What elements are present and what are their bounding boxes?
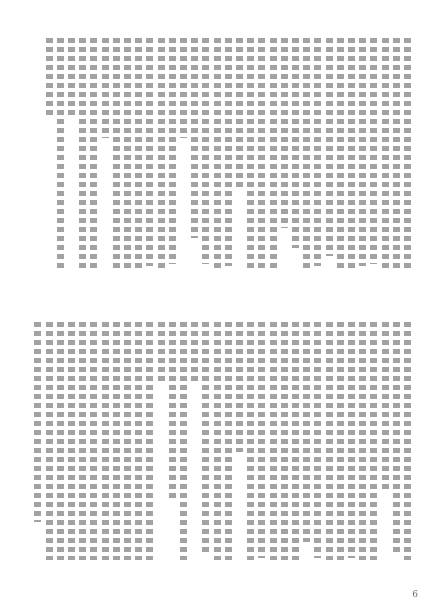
text-line <box>326 322 333 560</box>
text-line <box>68 38 75 118</box>
text-line <box>90 322 97 560</box>
page-number: 6 <box>412 590 418 600</box>
text-line <box>348 38 355 270</box>
text-line <box>225 322 232 560</box>
text-line <box>281 322 288 560</box>
text-line <box>393 38 400 270</box>
text-line <box>314 322 321 558</box>
text-line <box>382 38 389 270</box>
text-line <box>404 38 411 268</box>
text-line <box>113 322 120 560</box>
text-line <box>146 38 153 266</box>
text-line <box>236 322 243 452</box>
text-line <box>57 322 64 560</box>
text-line <box>314 38 321 266</box>
text-line <box>46 322 53 560</box>
text-line <box>169 38 176 264</box>
text-line <box>180 322 187 560</box>
text-line <box>247 38 254 270</box>
text-line <box>102 322 109 560</box>
text-line <box>46 38 53 118</box>
text-line <box>34 322 41 522</box>
text-line <box>146 322 153 560</box>
text-line <box>348 322 355 558</box>
text-line <box>359 322 366 560</box>
text-line <box>68 322 75 560</box>
text-line <box>202 322 209 554</box>
text-line <box>382 322 389 492</box>
text-line <box>292 322 299 560</box>
text-line <box>135 38 142 270</box>
text-line <box>404 322 411 560</box>
text-line <box>393 322 400 552</box>
text-line <box>270 38 277 270</box>
text-line <box>124 38 131 270</box>
text-line <box>202 38 209 264</box>
text-line <box>79 38 86 270</box>
text-line <box>214 38 221 268</box>
text-line <box>370 38 377 264</box>
text-line <box>258 322 265 558</box>
text-line <box>370 322 377 560</box>
text-line <box>57 38 64 270</box>
text-line <box>158 38 165 270</box>
text-line <box>135 322 142 560</box>
text-line <box>191 322 198 382</box>
text-line <box>236 38 243 188</box>
text-line <box>337 38 344 270</box>
text-line <box>180 38 187 138</box>
text-line <box>191 38 198 238</box>
text-line <box>303 322 310 542</box>
text-line <box>90 38 97 270</box>
text-line <box>247 322 254 560</box>
text-line <box>270 322 277 560</box>
text-line <box>326 38 333 256</box>
text-line <box>258 38 265 268</box>
text-line <box>359 38 366 266</box>
text-line <box>303 38 310 270</box>
text-line <box>225 38 232 266</box>
text-line <box>158 322 165 382</box>
text-line <box>113 38 120 270</box>
text-line <box>281 38 288 228</box>
text-line <box>124 322 131 560</box>
text-line <box>214 322 221 560</box>
text-line <box>337 322 344 560</box>
text-line <box>169 322 176 502</box>
text-line <box>102 38 109 138</box>
text-line <box>79 322 86 560</box>
text-line <box>292 38 299 248</box>
